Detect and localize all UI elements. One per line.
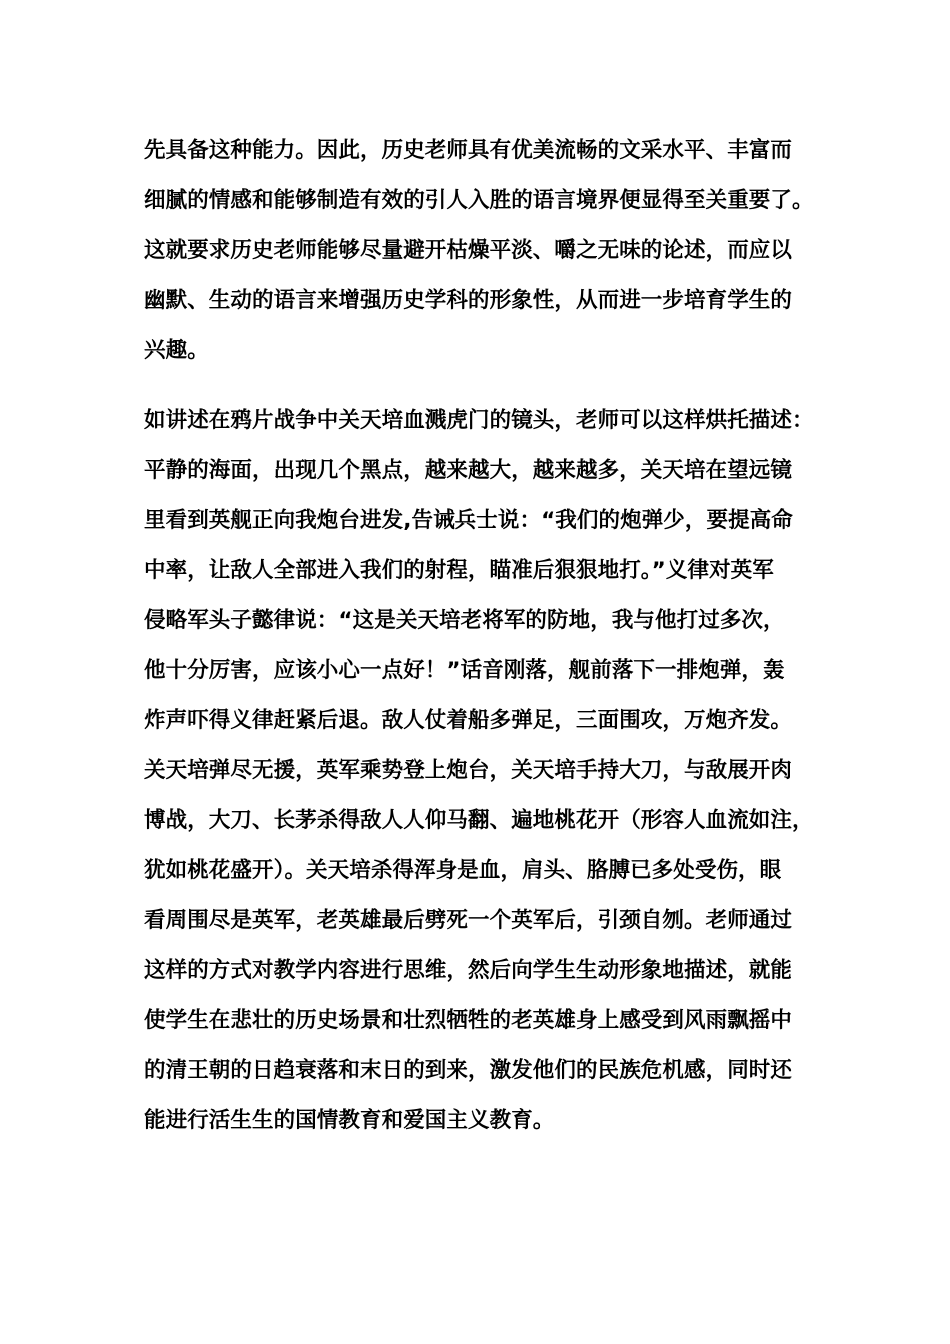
text-line: 看周围尽是英军，老英雄最后劈死一个英军后，引颈自刎。老师通过 (144, 908, 793, 933)
text-line: 兴趣。 (144, 338, 209, 363)
text-line: 他十分厉害，应该小心一点好！”话音刚落，舰前落下一排炮弹，轰 (144, 658, 785, 683)
text-line: 这就要求历史老师能够尽量避开枯燥平淡、嚼之无味的论述，而应以 (144, 238, 793, 263)
text-line: 先具备这种能力。因此，历史老师具有优美流畅的文采水平、丰富而 (144, 138, 793, 163)
text-line: 中率，让敌人全部进入我们的射程，瞄准后狠狠地打。”义律对英军 (144, 558, 774, 583)
text-line: 使学生在悲壮的历史场景和壮烈牺牲的老英雄身上感受到风雨飘摇中 (144, 1008, 793, 1033)
paragraph-1 (144, 126, 824, 376)
paragraph-2 (144, 396, 824, 1146)
text-line: 幽默、生动的语言来增强历史学科的形象性，从而进一步培育学生的 (144, 288, 793, 313)
text-line: 的清王朝的日趋衰落和末日的到来，激发他们的民族危机感，同时还 (144, 1058, 793, 1083)
text-line: 博战，大刀、长茅杀得敌人人仰马翻、遍地桃花开（形容人血流如注， (144, 808, 814, 833)
text-line: 这样的方式对教学内容进行思维，然后向学生生动形象地描述，就能 (144, 958, 793, 983)
text-line: 细腻的情感和能够制造有效的引人入胜的语言境界便显得至关重要了。 (144, 188, 814, 213)
text-line: 能进行活生生的国情教育和爱国主义教育。 (144, 1108, 555, 1133)
text-line: 平静的海面，出现几个黑点，越来越大，越来越多，关天培在望远镜 (144, 458, 793, 483)
text-line: 炸声吓得义律赶紧后退。敌人仗着船多弹足，三面围攻，万炮齐发。 (144, 708, 793, 733)
text-line: 侵略军头子懿律说：“这是关天培老将军的防地，我与他打过多次， (144, 608, 785, 633)
text-line: 里看到英舰正向我炮台进发,告诫兵士说：“我们的炮弹少，要提高命 (144, 508, 793, 533)
text-line: 如讲述在鸦片战争中关天培血溅虎门的镜头，老师可以这样烘托描述： (144, 408, 814, 433)
text-line: 犹如桃花盛开）。关天培杀得浑身是血，肩头、胳膊已多处受伤，眼 (144, 858, 782, 883)
text-line: 关天培弹尽无援，英军乘势登上炮台，关天培手持大刀，与敌展开肉 (144, 758, 793, 783)
